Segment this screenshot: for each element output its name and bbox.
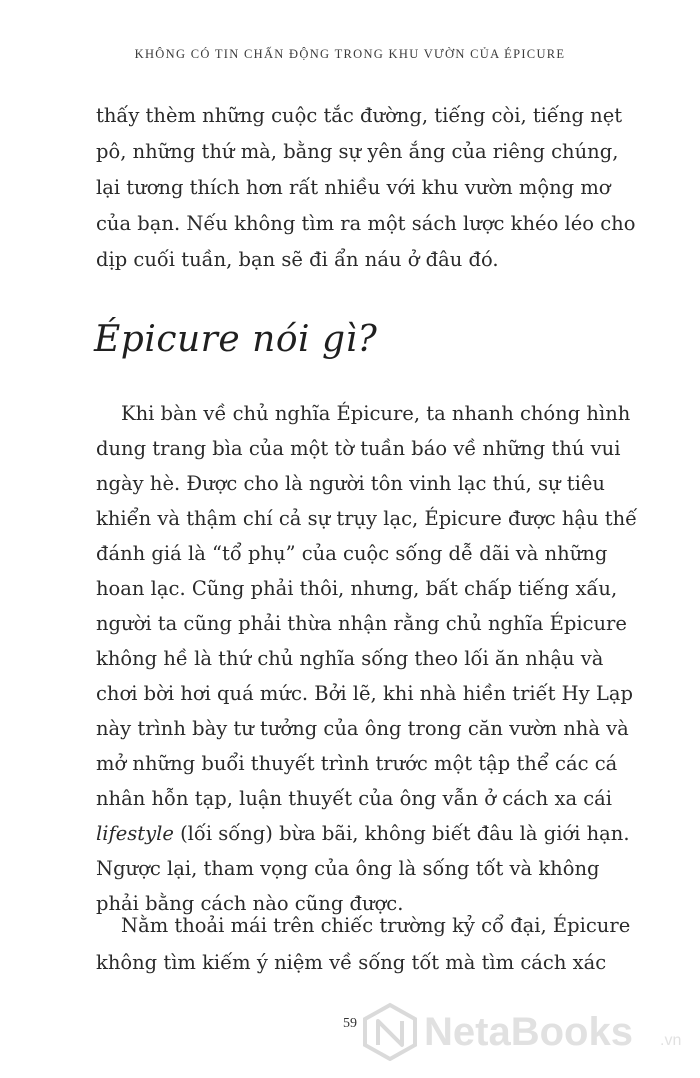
text-line: chơi bời hơi quá mức. Bởi lẽ, khi nhà hiền triết Hy Lạp [96, 682, 633, 705]
paragraph-top [96, 98, 636, 278]
text-line: pô, những thứ mà, bằng sự yên ắng của riêng chúng, [96, 140, 619, 163]
text-line-with-italic [96, 816, 630, 851]
text-line: đánh giá là “tổ phụ” của cuộc sống dễ dãi và những [96, 542, 608, 565]
text-line: không hề là thứ chủ nghĩa sống theo lối ăn nhậu và [96, 647, 604, 670]
text-line: phải bằng cách nào cũng được. [96, 892, 404, 915]
text-line: nhân hỗn tạp, luận thuyết của ông vẫn ở cách xa cái [96, 787, 613, 810]
watermark-brand: NetaBooks [424, 1010, 633, 1054]
text-line: lại tương thích hơn rất nhiều với khu vườn mộng mơ [96, 176, 611, 199]
paragraph-tail [96, 907, 631, 981]
netabooks-logo-icon [365, 1005, 415, 1059]
text-line: khiển và thậm chí cả sự trụy lạc, Épicure được hậu thế [96, 507, 638, 530]
text-fragment: (lối sống) bừa bãi, không biết đâu là giới hạn. [173, 822, 630, 845]
netabooks-logo [360, 1001, 695, 1061]
text-line: dịp cuối tuần, bạn sẽ đi ẩn náu ở đâu đó. [96, 248, 499, 271]
text-line: ngày hè. Được cho là người tôn vinh lạc thú, sự tiêu [96, 472, 605, 495]
text-line: mở những buổi thuyết trình trước một tập thể các cá [96, 752, 618, 775]
italic-term: lifestyle [96, 822, 174, 845]
paragraph-body [96, 396, 638, 921]
text-line: Nằm thoải mái trên chiếc trường kỷ cổ đại, Épicure [121, 914, 631, 937]
text-line: Khi bàn về chủ nghĩa Épicure, ta nhanh chóng hình [121, 402, 631, 425]
running-header: KHÔNG CÓ TIN CHẤN ĐỘNG TRONG KHU VƯỜN CỦA ÉPICURE [134, 47, 566, 61]
watermark-suffix: .vn [660, 1032, 682, 1049]
text-line: thấy thèm những cuộc tắc đường, tiếng còi, tiếng nẹt [96, 104, 623, 127]
text-line: người ta cũng phải thừa nhận rằng chủ nghĩa Épicure [96, 612, 627, 635]
page-number: 59 [343, 1016, 357, 1031]
text-line: này trình bày tư tưởng của ông trong căn vườn nhà và [96, 717, 629, 740]
text-line: dung trang bìa của một tờ tuần báo về những thú vui [96, 437, 621, 460]
text-line: hoan lạc. Cũng phải thôi, nhưng, bất chấp tiếng xấu, [96, 577, 618, 600]
text-line: Ngược lại, tham vọng của ông là sống tốt và không [96, 857, 600, 880]
section-heading: Épicure nói gì? [94, 319, 378, 360]
text-line: không tìm kiếm ý niệm về sống tốt mà tìm cách xác [96, 951, 607, 974]
watermark [360, 1001, 695, 1061]
text-line: của bạn. Nếu không tìm ra một sách lược khéo léo cho [96, 212, 636, 235]
